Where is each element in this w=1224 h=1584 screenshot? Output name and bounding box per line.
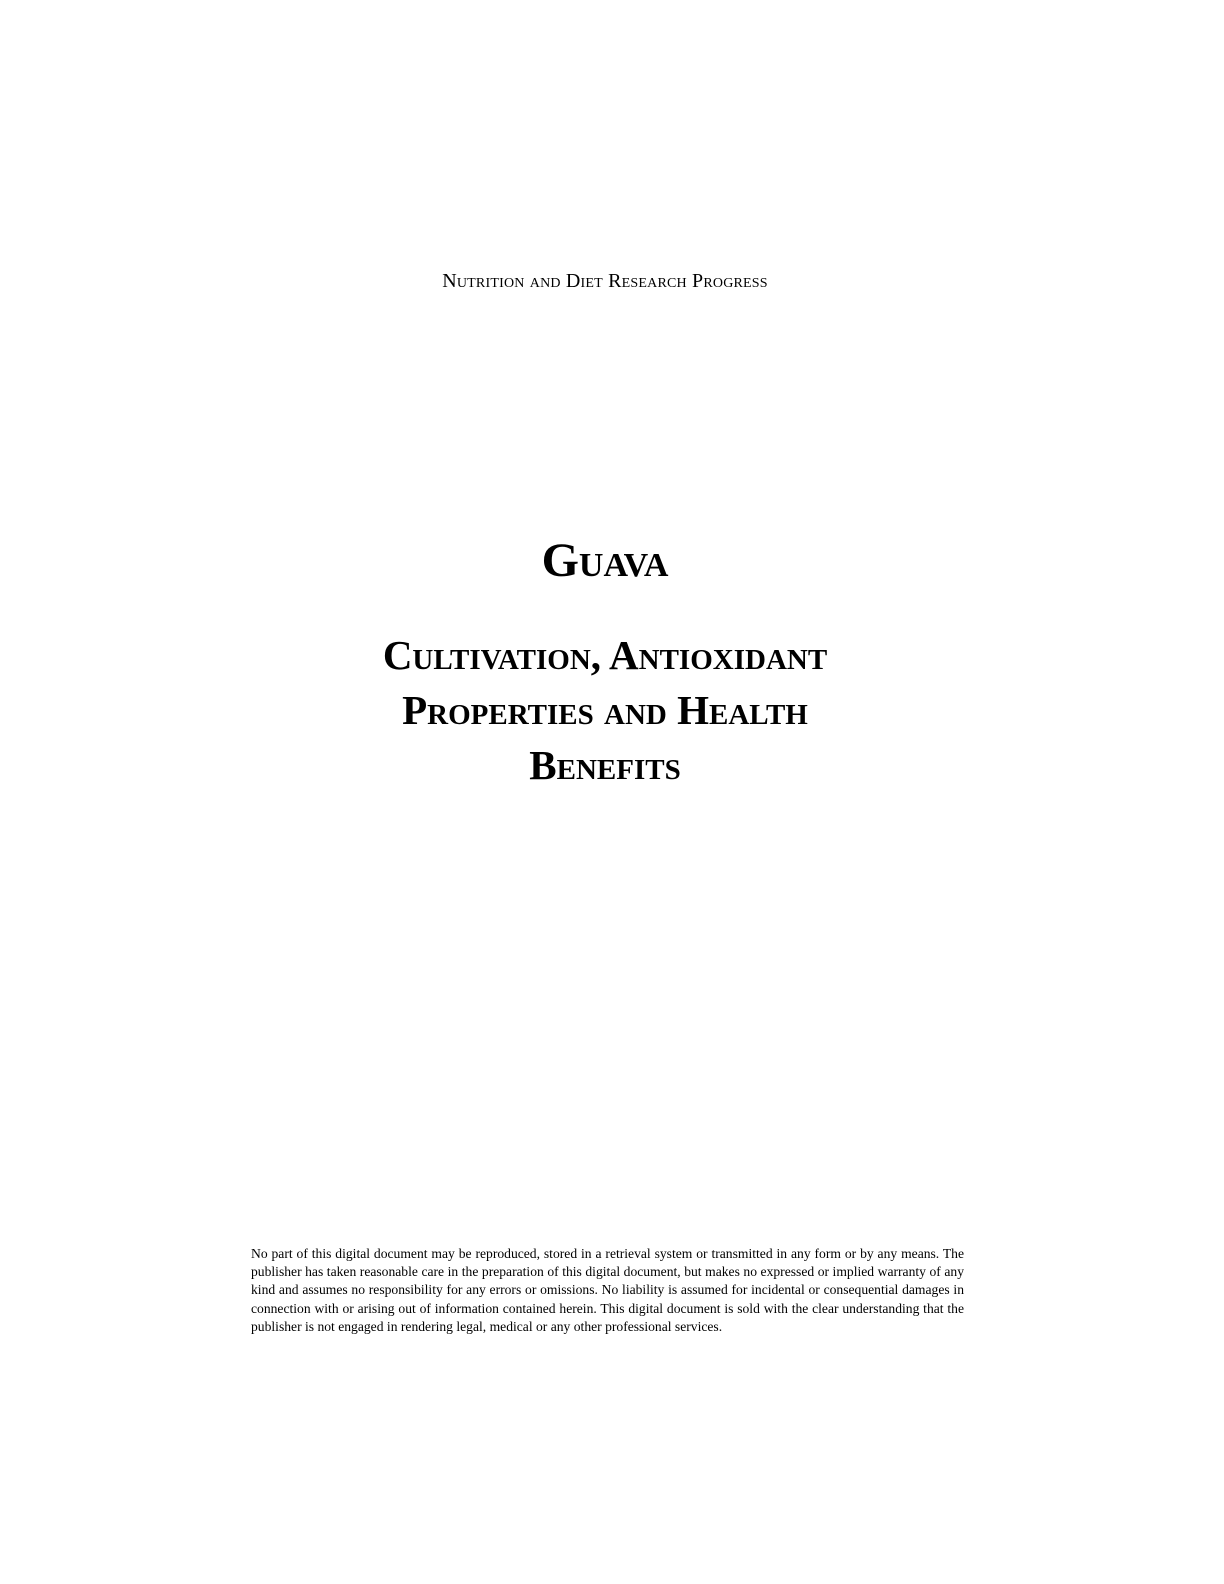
copyright-disclaimer: No part of this digital document may be reproduced, stored in a retrieval system or transmitted in any form or by any means. The publisher has taken reasonable care in the preparation of this digital document, but makes no expressed or implied warranty of any kind and assumes no responsibility for any errors or omissions. No liability is assumed for incidental or consequential damages in connection with or arising out of information contained herein. This digital document is sold with the clear understanding that the publisher is not engaged in rendering legal, medical or any other professional services.	[251, 1246, 964, 1334]
series-title: Nutrition and Diet Research Progress	[442, 270, 768, 292]
subtitle-line-1: Cultivation, Antioxidant	[382, 632, 828, 678]
book-subtitle	[0, 628, 1210, 793]
subtitle-line-2: Properties and Health	[402, 687, 808, 733]
book-title: Guava	[541, 534, 669, 587]
subtitle-line-3: Benefits	[529, 742, 681, 788]
